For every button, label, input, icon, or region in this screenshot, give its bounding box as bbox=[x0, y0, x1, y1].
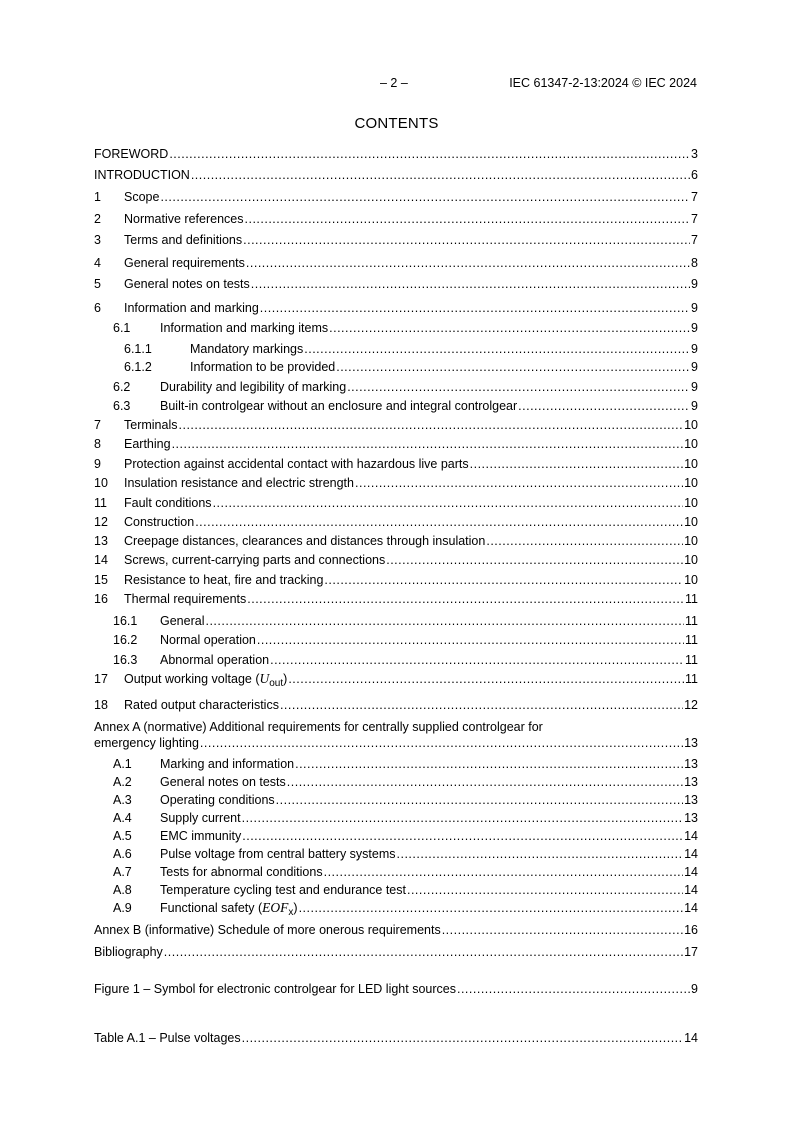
toc-entry-table-a1[interactable]: Table A.1 – Pulse voltages ..... 14 bbox=[94, 1030, 698, 1046]
toc-entry-13[interactable]: 13 Creepage distances, clearances and distances through insulation ..... 10 bbox=[94, 533, 698, 549]
toc-entry-16[interactable]: 16 Thermal requirements ..... 11 bbox=[94, 591, 698, 607]
toc-entry-foreword[interactable]: FOREWORD ..... 3 bbox=[94, 146, 698, 162]
toc-entry-6-1-1[interactable]: 6.1.1 Mandatory markings ..... 9 bbox=[94, 341, 698, 357]
toc-entry-9[interactable]: 9 Protection against accidental contact with hazardous live parts ..... 10 bbox=[94, 456, 698, 472]
toc-entry-3[interactable]: 3 Terms and definitions ..... 7 bbox=[94, 232, 698, 248]
toc-entry-annex-a[interactable]: emergency lighting ..... 13 bbox=[94, 735, 698, 751]
toc-entry-a4[interactable]: A.4 Supply current ..... 13 bbox=[94, 810, 698, 826]
toc-entry-8[interactable]: 8 Earthing ..... 10 bbox=[94, 436, 698, 452]
toc-entry-introduction[interactable]: INTRODUCTION ..... 6 bbox=[94, 167, 698, 183]
toc-entry-16-1[interactable]: 16.1 General ..... 11 bbox=[94, 613, 698, 629]
toc-entry-16-3[interactable]: 16.3 Abnormal operation ..... 11 bbox=[94, 652, 698, 668]
page-header bbox=[0, 76, 793, 92]
toc-entry-a3[interactable]: A.3 Operating conditions ..... 13 bbox=[94, 792, 698, 808]
toc-entry-6-1-2[interactable]: 6.1.2 Information to be provided ..... 9 bbox=[94, 359, 698, 375]
toc-entry-7[interactable]: 7 Terminals ..... 10 bbox=[94, 417, 698, 433]
toc-entry-a8[interactable]: A.8 Temperature cycling test and endurance test ..... 14 bbox=[94, 882, 698, 898]
toc-entry-annex-b[interactable]: Annex B (informative) Schedule of more onerous requirements ..... 16 bbox=[94, 922, 698, 938]
toc-entry-11[interactable]: 11 Fault conditions ..... 10 bbox=[94, 495, 698, 511]
toc-entry-a9[interactable]: A.9 Functional safety $(EOF_x)$ ..... 14 bbox=[94, 900, 698, 916]
toc-entry-12[interactable]: 12 Construction ..... 10 bbox=[94, 514, 698, 530]
toc-entry-4[interactable]: 4 General requirements ..... 8 bbox=[94, 255, 698, 271]
toc-entry-annex-a-line1[interactable]: Annex A (normative) Additional requirements for centrally supplied controlgear for bbox=[94, 720, 543, 734]
toc-entry-5[interactable]: 5 General notes on tests ..... 9 bbox=[94, 276, 698, 292]
toc-entry-10[interactable]: 10 Insulation resistance and electric strength ..... 10 bbox=[94, 475, 698, 491]
page-number: – 2 – bbox=[380, 76, 408, 90]
toc-entry-6[interactable]: 6 Information and marking ..... 9 bbox=[94, 300, 698, 316]
toc-entry-bibliography[interactable]: Bibliography ..... 17 bbox=[94, 944, 698, 960]
toc-entry-16-2[interactable]: 16.2 Normal operation ..... 11 bbox=[94, 632, 698, 648]
toc-entry-1[interactable]: 1 Scope ..... 7 bbox=[94, 189, 698, 205]
toc-entry-15[interactable]: 15 Resistance to heat, fire and tracking ..... 10 bbox=[94, 572, 698, 588]
document-reference: IEC 61347-2-13:2024 © IEC 2024 bbox=[509, 76, 697, 90]
symbol-u-out: U bbox=[259, 671, 270, 686]
toc-entry-a2[interactable]: A.2 General notes on tests ..... 13 bbox=[94, 774, 698, 790]
toc-entry-6-3[interactable]: 6.3 Built-in controlgear without an enclosure and integral controlgear ..... 9 bbox=[94, 398, 698, 414]
toc-entry-17[interactable]: 17 Output working voltage $(U_{out})$ ..... 11 bbox=[94, 671, 698, 687]
toc-entry-a7[interactable]: A.7 Tests for abnormal conditions ..... 14 bbox=[94, 864, 698, 880]
toc-entry-18[interactable]: 18 Rated output characteristics ..... 12 bbox=[94, 697, 698, 713]
contents-title: CONTENTS bbox=[354, 115, 439, 132]
toc-entry-a1[interactable]: A.1 Marking and information ..... 13 bbox=[94, 756, 698, 772]
symbol-eof-x: EOF bbox=[262, 900, 289, 915]
toc-entry-a5[interactable]: A.5 EMC immunity ..... 14 bbox=[94, 828, 698, 844]
toc-entry-a6[interactable]: A.6 Pulse voltage from central battery systems ..... 14 bbox=[94, 846, 698, 862]
toc-entry-2[interactable]: 2 Normative references ..... 7 bbox=[94, 211, 698, 227]
toc-entry-figure-1[interactable]: Figure 1 – Symbol for electronic controlgear for LED light sources ..... 9 bbox=[94, 981, 698, 997]
toc-entry-6-1[interactable]: 6.1 Information and marking items ..... 9 bbox=[94, 320, 698, 336]
toc-entry-14[interactable]: 14 Screws, current-carrying parts and connections ..... 10 bbox=[94, 552, 698, 568]
toc-entry-6-2[interactable]: 6.2 Durability and legibility of marking ..... 9 bbox=[94, 379, 698, 395]
